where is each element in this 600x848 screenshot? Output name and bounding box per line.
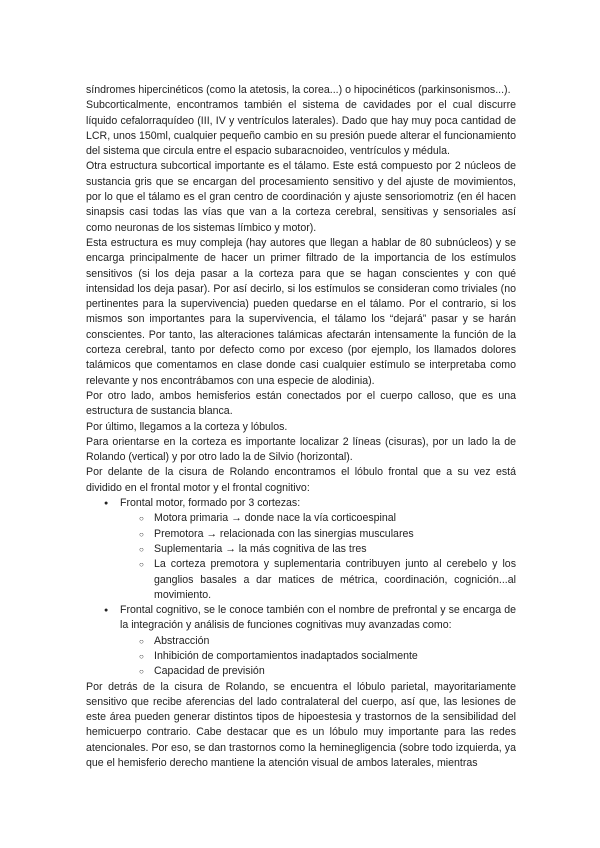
list-item-frontal-motor	[120, 496, 516, 603]
frontal-motor-sublist	[120, 511, 516, 603]
paragraph-cuerpo-calloso: Por otro lado, ambos hemisferios están conectados por el cuerpo calloso, que es una estructura de sustancia blanca.	[86, 389, 516, 418]
paragraph-sindromes: síndromes hipercinéticos (como la atetosis, la corea...) o hipocinéticos (parkinsonismos...).	[86, 84, 511, 96]
paragraph-lobulo-frontal: Por delante de la cisura de Rolando encontramos el lóbulo frontal que a su vez está dividido en el frontal motor y el frontal cognitivo:	[86, 466, 516, 494]
list-item-frontal-cognitivo	[120, 603, 516, 679]
list-item: ○ Capacidad de previsión	[154, 664, 516, 679]
list-item: ○ La corteza premotora y suplementaria contribuyen junto al cerebelo y los ganglios basales a dar matices de métrica, coordinación, cognición...al movimiento.	[154, 557, 516, 603]
frontal-cognitivo-label: Frontal cognitivo, se le conoce también con el nombre de prefrontal y se encarga de la integración y análisis de funciones cognitivas muy avanzadas como:	[120, 604, 516, 632]
list-item: ○ Premotora → relacionada con las sinergias musculares	[154, 527, 516, 542]
paragraph-talamo: Otra estructura subcortical importante es el tálamo. Este está compuesto por 2 núcleos de sustancia gris que se encargan del procesamiento sensitivo y del ajuste de movimientos, por lo que el tálamo es el gran centro de coordinación y ajuste sensoriomotriz (en él hacen sinapsis casi todas las vías que van a la corteza cerebral, sensitivas y sensoriales así como neuronas de los sistemas límbico y motor).	[86, 160, 516, 234]
frontal-motor-label: Frontal motor, formado por 3 cortezas:	[120, 497, 301, 510]
list-item: ○ Inhibición de comportamientos inadaptados socialmente	[154, 649, 516, 664]
list-item: ○ Abstracción	[154, 634, 516, 649]
paragraph-subcortical-ventriculos: Subcorticalmente, encontramos también el sistema de cavidades por el cual discurre líquido cefalorraquídeo (III, IV y ventrículos laterales). Dado que hay muy poca cantidad de LCR, unos 150ml, cualquier pequeño cambio en su presión puede alterar el funcionamiento del sistema que circula entre el espacio subaracnoideo, ventrículos y médula.	[86, 99, 516, 158]
list-item: ○ Suplementaria → la más cognitiva de las tres	[154, 542, 516, 557]
paragraph-talamo-filtrado: Esta estructura es muy compleja (hay autores que llegan a hablar de 80 subnúcleos) y se encarga principalmente de hacer un primer filtrado de la importancia de los estímulos sensitivos (si los deja pasar a la corteza para que se hagan conscientes y con qué intensidad los deja pasar). Por así decirlo, si los estímulos se consideran como triviales (no pertinentes para la supervivencia) pueden quedarse en el tálamo. Por el contrario, si los mismos son importantes para la supervivencia, el tálamo los “dejará” pasar y se harán conscientes. Por tanto, las alteraciones talámicas afectarán intensamente la función de la corteza cerebral, tanto por defecto como por exceso (por ejemplo, los llamados dolores talámicos que comentamos en clase donde casi cualquier estímulo se interpretaba como relevante y nos encontrábamos con una especie de alodinia).	[86, 236, 516, 387]
document-page	[86, 83, 516, 771]
frontal-cognitivo-sublist	[120, 634, 516, 680]
paragraph-cisuras: Para orientarse en la corteza es importante localizar 2 líneas (cisuras), por un lado la de Rolando (vertical) y por otro lado la de Silvio (horizontal).	[86, 435, 516, 464]
list-item: ○ Motora primaria → donde nace la vía corticoespinal	[154, 511, 516, 526]
paragraph-corteza-lobulos: Por último, llegamos a la corteza y lóbulos.	[86, 420, 288, 433]
paragraph-lobulo-parietal: Por detrás de la cisura de Rolando, se encuentra el lóbulo parietal, mayoritariamente sensitivo que recibe aferencias del lado contralateral del cuerpo, así que, las lesiones de este área pueden generar distintos tipos de hipoestesia y trastornos de la sensibilidad del hemicuerpo contrario. Cabe destacar que es un lóbulo muy importante para las redes atencionales. Por eso, se dan trastornos como la heminegligencia (sobre todo izquierda, ya que el hemisferio derecho mantiene la atención visual de ambos laterales, mientras	[86, 680, 516, 770]
frontal-list	[86, 496, 516, 680]
